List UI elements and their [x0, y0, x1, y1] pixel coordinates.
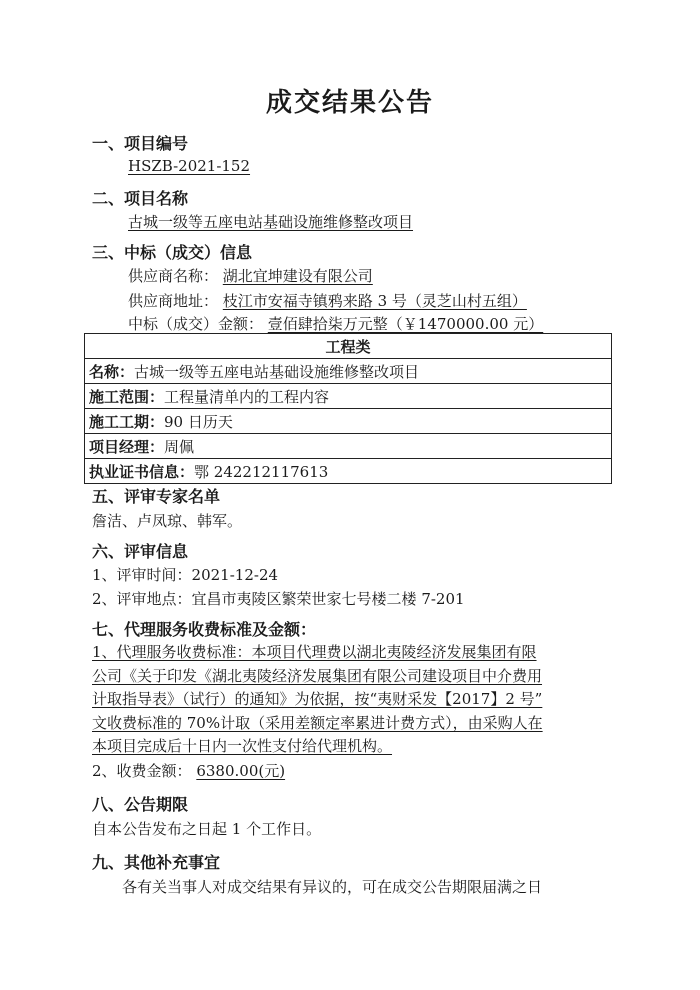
- section-project-name-heading: 二、项目名称: [92, 189, 189, 208]
- supplier-address-value: 枝江市安福寺镇鸦来路 3 号（灵芝山村五组）: [222, 292, 527, 310]
- fee-standard-line: 计取指导表》（试行）的通知》为依据，按“夷财采发【2017】2 号”: [92, 690, 543, 708]
- supplier-name-row: [128, 265, 373, 286]
- experts-list: 詹洁、卢凤琼、韩军。: [92, 512, 243, 530]
- section-agency-fee-heading: 七、代理服务收费标准及金额：: [92, 620, 317, 639]
- row-key: 施工范围：: [89, 387, 165, 406]
- page-title: 成交结果公告: [265, 88, 434, 118]
- table-row: [85, 359, 612, 384]
- fee-standard-line: 文收费标准的 70%计取（采用差额定率累进计费方式），由采购人在: [92, 713, 543, 732]
- project-number: HSZB-2021-152: [128, 157, 251, 175]
- section-project-number-heading: 一、项目编号: [92, 134, 189, 153]
- supplier-name-value: 湖北宜坤建设有限公司: [222, 267, 373, 285]
- table-row: [85, 434, 612, 459]
- table-row: [85, 459, 612, 484]
- supplier-address-label: 供应商地址：: [128, 292, 219, 310]
- notice-period-text: 自本公告发布之日起 1 个工作日。: [92, 820, 322, 838]
- fee-amount-value: 6380.00(元): [196, 762, 286, 780]
- fee-standard-paragraph: [92, 641, 607, 759]
- section-notice-period-heading: 八、公告期限: [92, 795, 189, 814]
- row-value: 工程量清单内的工程内容: [164, 387, 330, 406]
- row-key: 项目经理：: [89, 437, 165, 456]
- row-key: 执业证书信息：: [89, 462, 195, 481]
- project-name: 古城一级等五座电站基础设施维修整改项目: [128, 213, 414, 231]
- section-supplementary-heading: 九、其他补充事宜: [92, 853, 221, 872]
- fee-standard-line: 公司《关于印发《湖北夷陵经济发展集团有限公司建设项目中介费用: [92, 666, 543, 685]
- award-amount-value: 壹佰肆拾柒万元整（￥1470000.00 元）: [267, 315, 544, 333]
- section-review-info-heading: 六、评审信息: [92, 542, 189, 561]
- fee-standard-line: 1、代理服务收费标准：本项目代理费以湖北夷陵经济发展集团有限: [92, 643, 537, 661]
- row-key: 施工工期：: [89, 412, 165, 431]
- table-header: 工程类: [85, 334, 612, 359]
- row-value: 鄂 242212117613: [194, 462, 329, 481]
- supplier-address-row: [128, 290, 527, 311]
- section-award-info-heading: 三、中标（成交）信息: [92, 243, 253, 262]
- project-info-table: [84, 333, 612, 484]
- fee-standard-line: 本项目完成后十日内一次性支付给代理机构。: [92, 737, 393, 755]
- supplementary-text: 各有关当事人对成交结果有异议的，可在成交公告期限届满之日: [122, 878, 543, 896]
- row-value: 90 日历天: [164, 412, 233, 431]
- supplier-name-label: 供应商名称：: [128, 267, 219, 285]
- table-row: [85, 384, 612, 409]
- review-time: 1、评审时间：2021-12-24: [92, 566, 279, 584]
- fee-amount-label: 2、收费金额：: [92, 762, 192, 780]
- review-place: 2、评审地点：宜昌市夷陵区繁荣世家七号楼二楼 7-201: [92, 590, 465, 608]
- award-amount-row: [128, 313, 543, 334]
- row-key: 名称：: [89, 362, 135, 381]
- table-row: [85, 409, 612, 434]
- row-value: 周佩: [164, 437, 195, 456]
- section-experts-heading: 五、评审专家名单: [92, 487, 221, 506]
- fee-amount-row: [92, 760, 285, 781]
- award-amount-label: 中标（成交）金额：: [128, 315, 264, 333]
- row-value: 古城一级等五座电站基础设施维修整改项目: [134, 362, 420, 381]
